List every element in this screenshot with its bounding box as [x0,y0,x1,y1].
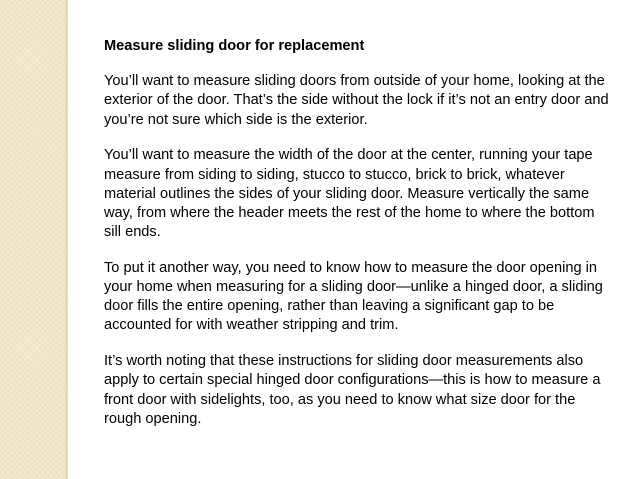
paragraph-1: You’ll want to measure sliding doors from outside of your home, looking at the exterior of the door. That’s the side without the lock if it’s not an entry door and you’re not sure which side is the exterior. [104,73,609,128]
document-body [104,37,614,445]
document-title: Measure sliding door for replacement [104,38,365,54]
paragraph-2: You’ll want to measure the width of the door at the center, running your tape measure from siding to siding, stucco to stucco, brick to brick, whatever material outlines the sides of your sliding door. Measure vertically the same way, from where the header meets the rest of the home to where the bottom sill ends. [104,147,595,241]
paragraph-3: To put it another way, you need to know how to measure the door opening in your home when measuring for a sliding door—unlike a hinged door, a sliding door fills the entire opening, rather than leaving a significant gap to be accounted for with weather stripping and trim. [104,259,603,334]
paragraph-4: It’s worth noting that these instructions for sliding door measurements also apply to certain special hinged door configurations—this is how to measure a front door with sidelights, too, as you need to know what size door for the rough opening. [104,353,601,427]
decorative-side-strip [0,0,68,479]
